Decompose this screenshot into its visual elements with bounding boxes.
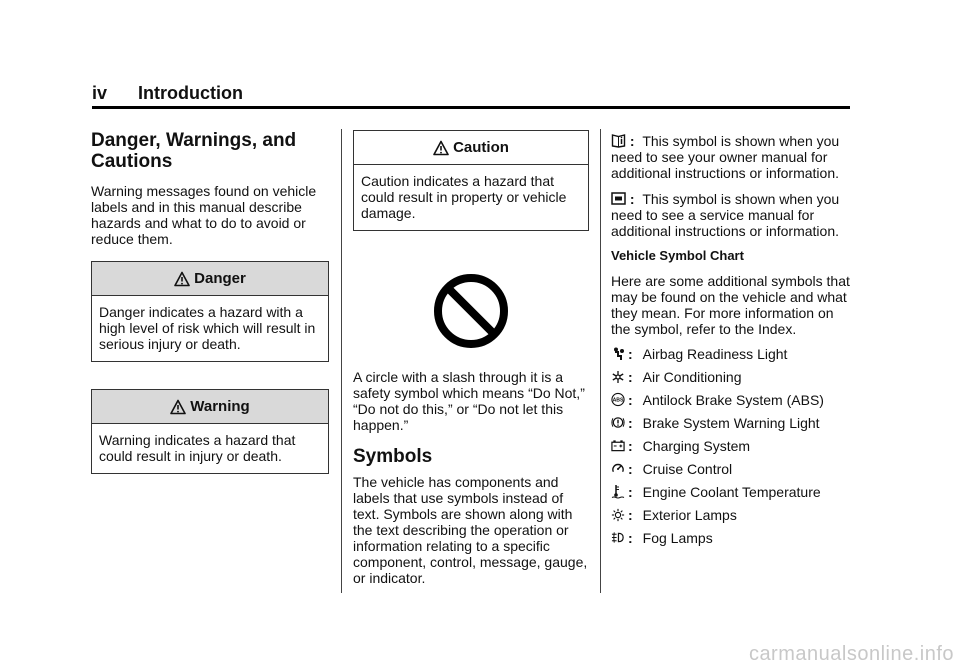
- list-item: : Airbag Readiness Light: [611, 342, 856, 365]
- list-item: : Charging System: [611, 434, 856, 457]
- symbol-label: Air Conditioning: [642, 368, 742, 385]
- danger-body: Danger indicates a hazard with a high level of risk which will result in serious injury or death.: [99, 304, 316, 352]
- alert-triangle-icon: [174, 271, 190, 287]
- section-title: Introduction: [138, 83, 243, 103]
- svg-text:ABS: ABS: [612, 397, 624, 404]
- symbol-chart-intro: Here are some additional symbols that may be found on the vehicle and what they mean. For more information on the symbol, refer to the Index.: [611, 273, 850, 337]
- owner-manual-text: This symbol is shown when you need to see your owner manual for additional instructions or information.: [611, 133, 840, 181]
- symbol-label: Engine Coolant Temperature: [642, 483, 821, 500]
- list-item: ABS : Antilock Brake System (ABS): [612, 391, 824, 408]
- warning-box-header: [92, 390, 328, 424]
- symbol-list: [611, 342, 856, 549]
- caution-body: Caution indicates a hazard that could result in property or vehicle damage.: [361, 173, 567, 221]
- caution-box-header: [354, 131, 588, 165]
- page-number: iv: [92, 83, 108, 103]
- list-item: : Cruise Control: [611, 457, 856, 480]
- alert-triangle-icon: [433, 140, 449, 156]
- danger-title: Danger: [194, 269, 246, 287]
- abs-icon: [611, 391, 625, 408]
- column-1: [91, 130, 329, 474]
- column-2: [353, 130, 589, 586]
- column-divider: [600, 129, 601, 593]
- symbol-label: Exterior Lamps: [642, 506, 737, 523]
- list-item: : Fog Lamps: [611, 526, 856, 549]
- list-item: : Exterior Lamps: [611, 503, 856, 526]
- exterior-lamps-icon: [611, 506, 625, 523]
- danger-box-header: [92, 262, 328, 296]
- airbag-icon: [611, 345, 625, 362]
- list-item: : Engine Coolant Temperature: [611, 480, 856, 503]
- service-manual-icon: [611, 192, 626, 205]
- owner-manual-icon: [611, 133, 626, 148]
- list-item: : Brake System Warning Light: [611, 411, 856, 434]
- caution-title: Caution: [453, 138, 509, 156]
- symbols-heading: Symbols: [353, 446, 433, 467]
- air-conditioning-icon: [611, 368, 625, 385]
- cruise-control-icon: [611, 460, 625, 477]
- symbol-label: Fog Lamps: [642, 529, 713, 546]
- battery-icon: [611, 437, 625, 454]
- warning-title: Warning: [190, 397, 250, 415]
- danger-box: [91, 261, 329, 362]
- symbol-label: Antilock Brake System (ABS): [642, 391, 824, 408]
- list-item: : Air Conditioning: [611, 365, 856, 388]
- warning-body: Warning indicates a hazard that could result in injury or death.: [99, 432, 296, 464]
- page-header: [92, 82, 850, 109]
- owner-manual-paragraph: : This symbol is shown when you need to see your owner manual for additional instructions or information.: [611, 133, 840, 181]
- alert-triangle-icon: [170, 399, 186, 415]
- fog-lamps-icon: [611, 529, 625, 546]
- watermark: carmanualsonline.info: [748, 643, 954, 665]
- section-heading: Danger, Warnings, and Cautions: [91, 130, 297, 172]
- column-divider: [341, 129, 342, 593]
- symbol-chart-heading: Vehicle Symbol Chart: [611, 248, 744, 263]
- prohibition-icon: [431, 271, 511, 351]
- service-manual-text: This symbol is shown when you need to see a service manual for additional instructions or information.: [611, 191, 840, 239]
- prohibition-description: A circle with a slash through it is a safety symbol which means “Do Not,” “Do not do this,” or “Do not let this happen.”: [353, 369, 585, 433]
- prohibition-symbol: [353, 271, 589, 354]
- symbol-label: Brake System Warning Light: [642, 414, 820, 431]
- symbol-label: Charging System: [642, 437, 751, 454]
- coolant-temp-icon: [611, 483, 625, 500]
- symbol-label: Cruise Control: [642, 460, 733, 477]
- caution-box: [353, 130, 589, 231]
- warning-box: [91, 389, 329, 474]
- intro-paragraph: Warning messages found on vehicle labels and in this manual describe hazards and what to do to avoid or reduce them.: [91, 183, 317, 247]
- service-manual-paragraph: : This symbol is shown when you need to see a service manual for additional instructions or information.: [611, 191, 840, 239]
- symbols-paragraph: The vehicle has components and labels that use symbols instead of text. Symbols are shown along with the text describing the operation or information relating to a specific component, control, message, gauge, or indicator.: [353, 474, 588, 586]
- brake-warning-icon: [611, 414, 625, 431]
- column-3: [611, 133, 856, 549]
- symbol-label: Airbag Readiness Light: [642, 345, 788, 362]
